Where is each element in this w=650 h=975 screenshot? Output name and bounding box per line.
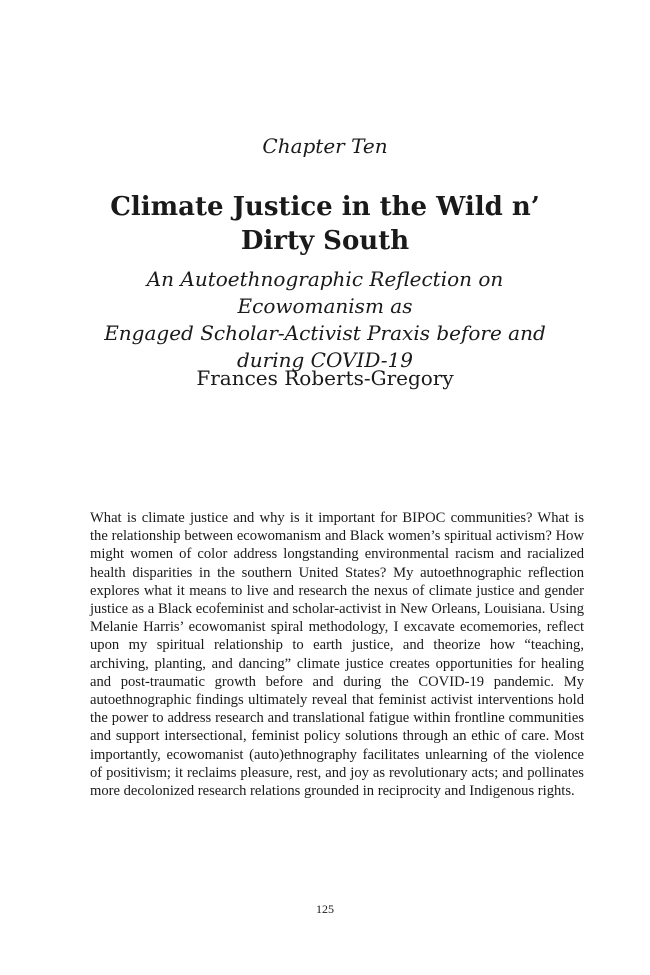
chapter-title-line-2: Dirty South bbox=[240, 226, 410, 256]
chapter-subtitle-line-3: during COVID-19 bbox=[237, 348, 413, 372]
chapter-title bbox=[90, 190, 560, 258]
author-name: Frances Roberts-Gregory bbox=[196, 366, 454, 390]
page-number: 125 bbox=[316, 902, 334, 916]
chapter-subtitle-line-1: An Autoethnographic Reflection on Ecowomanism as bbox=[146, 267, 504, 318]
chapter-label: Chapter Ten bbox=[262, 134, 388, 158]
abstract-paragraph: What is climate justice and why is it important for BIPOC communities? What is the relationship between ecowomanism and Black women’s spiritual activism? How might women of color address longstanding environmental racism and racialized health disparities in the southern United States? My autoethnographic reflection explores what it means to live and research the nexus of climate justice and gender justice as a Black ecofeminist and scholar-activist in New Orleans, Louisiana. Using Melanie Harris’ ecowomanist spiral methodology, I excavate ecomemories, reflect upon my spiritual relationship to earth justice, and theorize how “teaching, archiving, planting, and dancing” climate justice creates opportunities for healing and post-traumatic growth before and during the COVID-19 pandemic. My autoethnographic findings ultimately reveal that feminist activist interventions hold the power to address research and translational fatigue within frontline communities and support intersectional, feminist policy solutions through an ethic of care. Most importantly, ecowomanist (auto)ethnography facilitates unlearning of the violence of positivism; it reclaims pleasure, rest, and joy as revolutionary acts; and pollinates more decolonized research relations grounded in reciprocity and Indigenous rights. bbox=[90, 510, 584, 800]
chapter-subtitle bbox=[75, 266, 575, 374]
chapter-title-line-1: Climate Justice in the Wild n’ bbox=[110, 192, 540, 222]
chapter-subtitle-line-2: Engaged Scholar-Activist Praxis before and bbox=[104, 321, 546, 345]
